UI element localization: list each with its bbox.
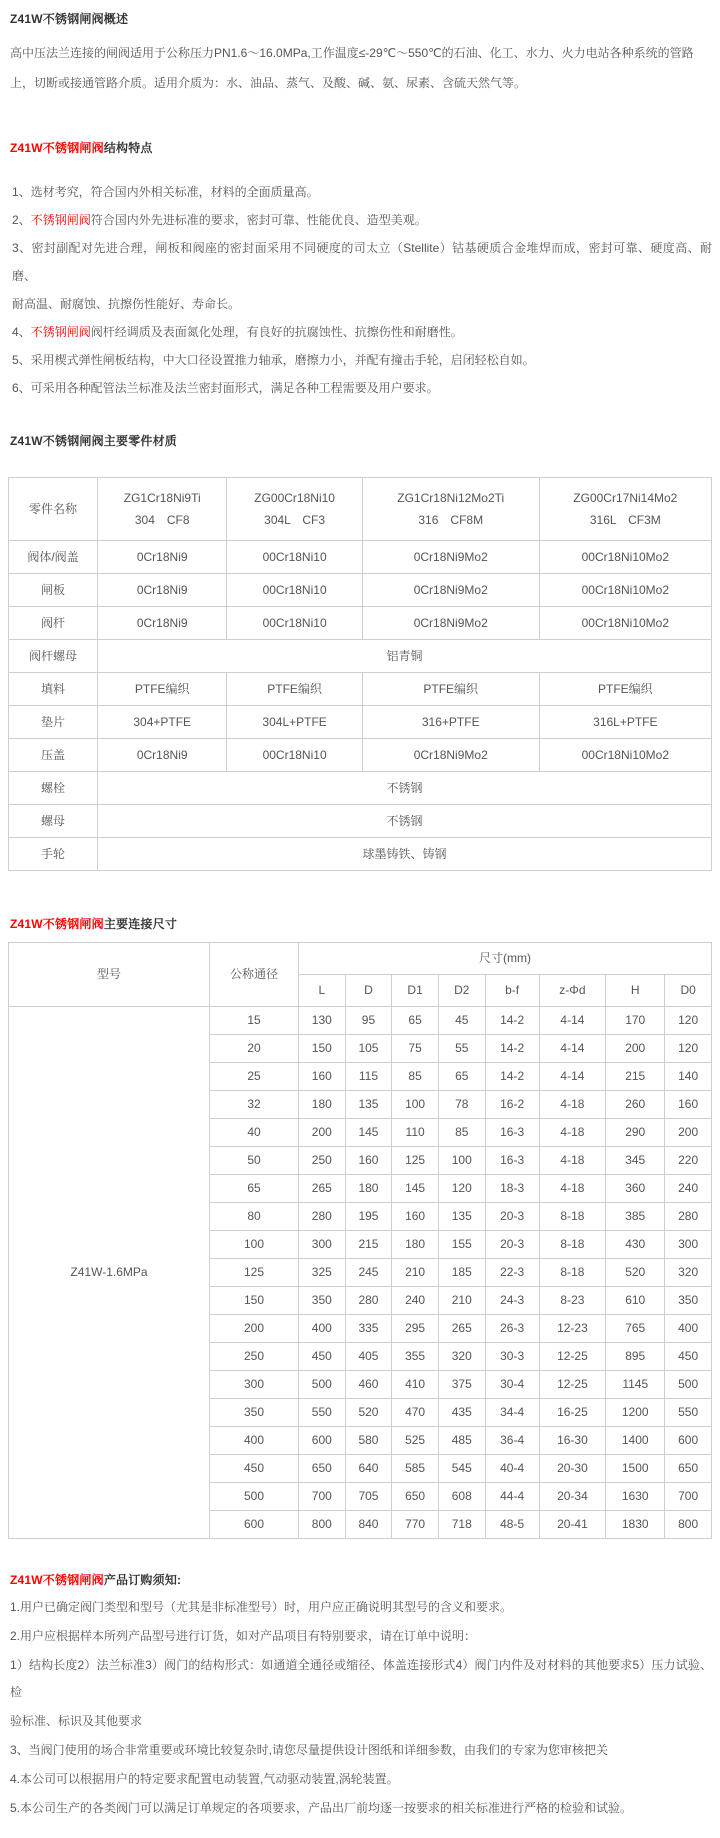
materials-header-grade [227, 478, 362, 541]
grade-astm: 316 CF8M [418, 513, 484, 527]
dim-bf: 30-3 [485, 1343, 539, 1371]
part-material-merged: 不锈钢 [98, 805, 712, 838]
dim-D2: 100 [438, 1147, 485, 1175]
part-name: 阀杆 [9, 607, 98, 640]
dim-D: 580 [345, 1427, 392, 1455]
dim-bf: 20-3 [485, 1231, 539, 1259]
dim-L: 400 [299, 1315, 346, 1343]
dim-D1: 180 [392, 1231, 439, 1259]
table-row [9, 541, 712, 574]
dimensions-subheader-L: L [299, 975, 346, 1007]
materials-header-grade [362, 478, 539, 541]
feature-item: 1、选材考究，符合国内外相关标准，材料的全面质量高。 [12, 185, 319, 199]
materials-section [8, 432, 712, 871]
dim-D0: 700 [665, 1483, 712, 1511]
dim-D: 640 [345, 1455, 392, 1483]
table-row [9, 574, 712, 607]
dim-H: 610 [606, 1287, 665, 1315]
dim-L: 250 [299, 1147, 346, 1175]
dim-D: 215 [345, 1231, 392, 1259]
dimensions-heading-red: Z41W不锈钢闸阀 [10, 917, 104, 931]
table-row [9, 673, 712, 706]
ordering-note: 4.本公司可以根据用户的特定要求配置电动装置,气动驱动装置,涡轮装置。 [10, 1772, 399, 1786]
part-material: 00Cr18Ni10 [227, 574, 362, 607]
spacer [8, 899, 712, 915]
dim-D0: 400 [665, 1315, 712, 1343]
part-name: 闸板 [9, 574, 98, 607]
dim-D: 840 [345, 1511, 392, 1539]
dim-bf: 48-5 [485, 1511, 539, 1539]
part-material: 0Cr18Ni9 [98, 739, 227, 772]
materials-header-name: 零件名称 [9, 478, 98, 541]
dim-D2: 718 [438, 1511, 485, 1539]
dim-D0: 120 [665, 1007, 712, 1035]
dim-D2: 155 [438, 1231, 485, 1259]
dim-D1: 355 [392, 1343, 439, 1371]
dn-value: 250 [210, 1343, 299, 1371]
overview-paragraph-2: 上，切断或接通管路介质。适用介质为：水、油品、蒸气、及酸、碱、氨、尿素、含硫天然气等。 [10, 76, 527, 90]
dim-H: 1500 [606, 1455, 665, 1483]
dim-bf: 16-2 [485, 1091, 539, 1119]
dim-H: 360 [606, 1175, 665, 1203]
table-header-row-group [9, 943, 712, 975]
part-material: 00Cr18Ni10Mo2 [539, 607, 711, 640]
dim-D0: 320 [665, 1259, 712, 1287]
part-name: 阀体/阀盖 [9, 541, 98, 574]
dim-L: 160 [299, 1063, 346, 1091]
dim-zd: 8-18 [539, 1203, 606, 1231]
feature-text: 阀杆经调质及表面氮化处理，有良好的抗腐蚀性、抗擦伤性和耐磨性。 [90, 325, 463, 339]
dim-zd: 12-25 [539, 1371, 606, 1399]
dim-D0: 220 [665, 1147, 712, 1175]
feature-item [12, 206, 712, 234]
part-material: 304L+PTFE [227, 706, 362, 739]
dim-zd: 8-18 [539, 1231, 606, 1259]
dim-bf: 22-3 [485, 1259, 539, 1287]
feature-item-cont: 耐高温、耐腐蚀、抗擦伤性能好、寿命长。 [12, 297, 241, 311]
dim-L: 350 [299, 1287, 346, 1315]
dim-D: 115 [345, 1063, 392, 1091]
dim-D0: 800 [665, 1511, 712, 1539]
part-material: 316L+PTFE [539, 706, 711, 739]
dim-D: 95 [345, 1007, 392, 1035]
overview-paragraph-1: 高中压法兰连接的闸阀适用于公称压力PN1.6～16.0MPa,工作温度≤-29℃～550℃的石油、化工、水力、火力电站各种系统的管路 [10, 46, 694, 60]
dim-D2: 485 [438, 1427, 485, 1455]
features-heading [10, 139, 712, 156]
dim-L: 200 [299, 1119, 346, 1147]
dim-L: 800 [299, 1511, 346, 1539]
dim-bf: 16-3 [485, 1119, 539, 1147]
dim-L: 180 [299, 1091, 346, 1119]
feature-highlight: 不锈钢闸阀 [30, 213, 91, 227]
dn-value: 450 [210, 1455, 299, 1483]
ordering-heading-rest: 产品订购须知: [103, 1573, 182, 1587]
materials-table-body [9, 478, 712, 871]
dim-D1: 650 [392, 1483, 439, 1511]
part-material: 00Cr18Ni10 [227, 739, 362, 772]
dim-H: 765 [606, 1315, 665, 1343]
dimensions-heading [10, 915, 712, 932]
part-name: 填料 [9, 673, 98, 706]
dim-H: 895 [606, 1343, 665, 1371]
dimensions-subheader-D0: D0 [665, 975, 712, 1007]
dim-D0: 550 [665, 1399, 712, 1427]
part-material: 0Cr18Ni9Mo2 [362, 739, 539, 772]
dim-D2: 435 [438, 1399, 485, 1427]
dn-value: 32 [210, 1091, 299, 1119]
dimensions-subheader-zd: z-Φd [539, 975, 606, 1007]
feature-item: 6、可采用各种配管法兰标准及法兰密封面形式，满足各种工程需要及用户要求。 [12, 381, 439, 395]
feature-item: 3、密封副配对先进合理，闸板和阀座的密封面采用不同硬度的司太立（Stellite）钴基硬质合金堆焊而成，密封可靠、硬度高、耐磨、 [12, 241, 712, 283]
dim-D2: 185 [438, 1259, 485, 1287]
dim-D0: 300 [665, 1231, 712, 1259]
part-material-merged: 不锈钢 [98, 772, 712, 805]
dimensions-table-body [9, 943, 712, 1539]
dim-zd: 4-14 [539, 1007, 606, 1035]
dim-zd: 16-25 [539, 1399, 606, 1427]
grade-cast: ZG1Cr18Ni9Ti [123, 491, 201, 505]
part-material: 0Cr18Ni9Mo2 [362, 574, 539, 607]
dim-D: 195 [345, 1203, 392, 1231]
overview-heading: Z41W不锈钢闸阀概述 [10, 12, 129, 26]
dim-D0: 350 [665, 1287, 712, 1315]
dim-D0: 500 [665, 1371, 712, 1399]
dim-bf: 36-4 [485, 1427, 539, 1455]
feature-highlight: 不锈钢闸阀 [30, 325, 91, 339]
dim-H: 385 [606, 1203, 665, 1231]
ordering-note: 5.本公司生产的各类阀门可以满足订单规定的各项要求，产品出厂前均逐一按要求的相关标准进行严格的检验和试验。 [10, 1801, 633, 1815]
part-name: 压盖 [9, 739, 98, 772]
dim-D1: 295 [392, 1315, 439, 1343]
dim-H: 345 [606, 1147, 665, 1175]
dn-value: 125 [210, 1259, 299, 1287]
dimensions-table [8, 942, 712, 1539]
dim-bf: 14-2 [485, 1007, 539, 1035]
dim-D2: 120 [438, 1175, 485, 1203]
dn-value: 15 [210, 1007, 299, 1035]
part-name: 垫片 [9, 706, 98, 739]
dim-bf: 14-2 [485, 1063, 539, 1091]
dim-zd: 12-25 [539, 1343, 606, 1371]
table-row [9, 1007, 712, 1035]
dim-D0: 200 [665, 1119, 712, 1147]
dim-zd: 8-23 [539, 1287, 606, 1315]
ordering-notes-list [8, 1594, 712, 1822]
dim-D0: 280 [665, 1203, 712, 1231]
dim-zd: 12-23 [539, 1315, 606, 1343]
ordering-note-detail: 1）结构长度2）法兰标准3）阀门的结构形式：如通道全通径或缩径、体盖连接形式4）阀门内件及对材料的其他要求5）压力试验、检 [10, 1658, 712, 1699]
spacer [8, 170, 712, 178]
dim-D1: 470 [392, 1399, 439, 1427]
dim-zd: 20-34 [539, 1483, 606, 1511]
dim-H: 1830 [606, 1511, 665, 1539]
dim-zd: 8-18 [539, 1259, 606, 1287]
features-heading-red: Z41W不锈钢闸阀 [10, 141, 104, 155]
dim-H: 1400 [606, 1427, 665, 1455]
dimensions-subheader-D1: D1 [392, 975, 439, 1007]
dim-D1: 585 [392, 1455, 439, 1483]
dn-value: 150 [210, 1287, 299, 1315]
features-heading-rest: 结构特点 [103, 141, 153, 155]
dim-D2: 45 [438, 1007, 485, 1035]
part-material: PTFE编织 [362, 673, 539, 706]
dim-D1: 110 [392, 1119, 439, 1147]
dim-D: 335 [345, 1315, 392, 1343]
dim-L: 130 [299, 1007, 346, 1035]
dim-D2: 78 [438, 1091, 485, 1119]
dim-D: 145 [345, 1119, 392, 1147]
overview-section [8, 10, 712, 97]
part-material-merged: 铝青铜 [98, 640, 712, 673]
part-material: 316+PTFE [362, 706, 539, 739]
dim-D0: 160 [665, 1091, 712, 1119]
dim-D: 160 [345, 1147, 392, 1175]
dim-H: 215 [606, 1063, 665, 1091]
dn-value: 80 [210, 1203, 299, 1231]
dim-H: 290 [606, 1119, 665, 1147]
dim-bf: 44-4 [485, 1483, 539, 1511]
table-row [9, 607, 712, 640]
part-material: PTFE编织 [539, 673, 711, 706]
dim-L: 700 [299, 1483, 346, 1511]
dn-value: 500 [210, 1483, 299, 1511]
part-material: 0Cr18Ni9 [98, 574, 227, 607]
dim-D: 405 [345, 1343, 392, 1371]
grade-astm: 304 CF8 [134, 513, 190, 527]
dim-bf: 16-3 [485, 1147, 539, 1175]
ordering-note-detail-cont: 验标准、标识及其他要求 [10, 1714, 143, 1728]
dim-D1: 125 [392, 1147, 439, 1175]
dim-L: 550 [299, 1399, 346, 1427]
dim-bf: 34-4 [485, 1399, 539, 1427]
dim-L: 325 [299, 1259, 346, 1287]
dim-zd: 4-18 [539, 1091, 606, 1119]
dim-H: 200 [606, 1035, 665, 1063]
dn-value: 200 [210, 1315, 299, 1343]
ordering-heading-red: Z41W不锈钢闸阀 [10, 1573, 104, 1587]
dim-D2: 375 [438, 1371, 485, 1399]
materials-header-grade [98, 478, 227, 541]
dim-D2: 320 [438, 1343, 485, 1371]
dim-D1: 145 [392, 1175, 439, 1203]
dim-bf: 26-3 [485, 1315, 539, 1343]
spacer [8, 871, 712, 899]
dim-zd: 20-30 [539, 1455, 606, 1483]
dimensions-model-value: Z41W-1.6MPa [9, 1007, 210, 1539]
spacer [8, 402, 712, 430]
feature-item: 5、采用楔式弹性闸板结构，中大口径设置推力轴承，磨擦力小，并配有撞击手轮，启闭轻松自如。 [12, 353, 535, 367]
ordering-section [8, 1571, 712, 1822]
dim-D1: 85 [392, 1063, 439, 1091]
dim-D2: 265 [438, 1315, 485, 1343]
dim-D: 460 [345, 1371, 392, 1399]
dn-value: 100 [210, 1231, 299, 1259]
dim-H: 1145 [606, 1371, 665, 1399]
dim-D0: 600 [665, 1427, 712, 1455]
dim-D2: 65 [438, 1063, 485, 1091]
dim-L: 600 [299, 1427, 346, 1455]
dim-zd: 4-14 [539, 1035, 606, 1063]
dim-zd: 4-18 [539, 1119, 606, 1147]
dim-D: 520 [345, 1399, 392, 1427]
dim-D: 245 [345, 1259, 392, 1287]
grade-cast: ZG1Cr18Ni12Mo2Ti [397, 491, 505, 505]
dimensions-header-model: 型号 [9, 943, 210, 1007]
dim-D1: 75 [392, 1035, 439, 1063]
materials-heading: Z41W不锈钢闸阀主要零件材质 [10, 434, 178, 448]
dimensions-heading-rest: 主要连接尺寸 [103, 917, 178, 931]
dim-bf: 30-4 [485, 1371, 539, 1399]
part-material-merged: 球墨铸铁、铸钢 [98, 838, 712, 871]
spacer [8, 99, 712, 115]
ordering-note: 1.用户已确定阀门类型和型号（尤其是非标准型号）时，用户应正确说明其型号的含义和要求。 [10, 1600, 513, 1614]
dim-H: 170 [606, 1007, 665, 1035]
part-material: 304+PTFE [98, 706, 227, 739]
dim-D2: 545 [438, 1455, 485, 1483]
dimensions-subheader-D2: D2 [438, 975, 485, 1007]
dim-D2: 608 [438, 1483, 485, 1511]
part-material: 0Cr18Ni9Mo2 [362, 607, 539, 640]
dimensions-header-sizes-group: 尺寸(mm) [299, 943, 712, 975]
dim-H: 260 [606, 1091, 665, 1119]
dim-D1: 240 [392, 1287, 439, 1315]
dn-value: 25 [210, 1063, 299, 1091]
table-row [9, 805, 712, 838]
part-material: 0Cr18Ni9Mo2 [362, 541, 539, 574]
table-row [9, 772, 712, 805]
dim-D2: 210 [438, 1287, 485, 1315]
dim-L: 150 [299, 1035, 346, 1063]
spacer [8, 1539, 712, 1567]
dn-value: 600 [210, 1511, 299, 1539]
grade-cast: ZG00Cr17Ni14Mo2 [573, 491, 678, 505]
dn-value: 400 [210, 1427, 299, 1455]
dim-H: 430 [606, 1231, 665, 1259]
dim-D2: 85 [438, 1119, 485, 1147]
spacer [8, 449, 712, 477]
dim-bf: 18-3 [485, 1175, 539, 1203]
table-header-row [9, 478, 712, 541]
dn-value: 20 [210, 1035, 299, 1063]
dimensions-subheader-D: D [345, 975, 392, 1007]
dim-bf: 40-4 [485, 1455, 539, 1483]
ordering-note: 2.用户应根据样本所列产品型号进行订货，如对产品项目有特别要求，请在订单中说明： [10, 1629, 477, 1643]
dim-bf: 14-2 [485, 1035, 539, 1063]
dim-D1: 210 [392, 1259, 439, 1287]
ordering-note: 3、当阀门使用的场合非常重要或环境比较复杂时,请您尽量提供设计图纸和详细参数，由我们的专家为您审核把关 [10, 1743, 609, 1757]
dim-bf: 24-3 [485, 1287, 539, 1315]
ordering-heading [10, 1571, 712, 1588]
dim-D1: 100 [392, 1091, 439, 1119]
part-material: 00Cr18Ni10Mo2 [539, 574, 711, 607]
dim-D2: 135 [438, 1203, 485, 1231]
dim-D: 280 [345, 1287, 392, 1315]
feature-prefix: 4、 [12, 325, 31, 339]
part-material: 00Cr18Ni10 [227, 607, 362, 640]
features-section [8, 139, 712, 402]
part-name: 螺母 [9, 805, 98, 838]
dim-D0: 650 [665, 1455, 712, 1483]
dim-D1: 770 [392, 1511, 439, 1539]
dim-zd: 20-41 [539, 1511, 606, 1539]
dim-L: 650 [299, 1455, 346, 1483]
feature-prefix: 2、 [12, 213, 31, 227]
dim-L: 300 [299, 1231, 346, 1259]
dim-D1: 160 [392, 1203, 439, 1231]
feature-text: 符合国内外先进标准的要求，密封可靠、性能优良、造型美观。 [90, 213, 427, 227]
dim-H: 1200 [606, 1399, 665, 1427]
dim-zd: 4-18 [539, 1147, 606, 1175]
dim-D: 135 [345, 1091, 392, 1119]
dim-D0: 140 [665, 1063, 712, 1091]
part-material: 0Cr18Ni9 [98, 607, 227, 640]
materials-table [8, 477, 712, 871]
dim-L: 280 [299, 1203, 346, 1231]
dim-L: 450 [299, 1343, 346, 1371]
dimensions-section [8, 915, 712, 1539]
grade-astm: 304L CF3 [264, 513, 326, 527]
dim-zd: 4-18 [539, 1175, 606, 1203]
dim-L: 265 [299, 1175, 346, 1203]
table-row [9, 838, 712, 871]
part-name: 阀杆螺母 [9, 640, 98, 673]
dimensions-subheader-H: H [606, 975, 665, 1007]
table-row [9, 640, 712, 673]
dim-D: 705 [345, 1483, 392, 1511]
dn-value: 40 [210, 1119, 299, 1147]
dn-value: 65 [210, 1175, 299, 1203]
dim-bf: 20-3 [485, 1203, 539, 1231]
dim-D: 105 [345, 1035, 392, 1063]
dim-D2: 55 [438, 1035, 485, 1063]
dim-D0: 240 [665, 1175, 712, 1203]
dn-value: 50 [210, 1147, 299, 1175]
part-material: 00Cr18Ni10Mo2 [539, 739, 711, 772]
materials-header-grade [539, 478, 711, 541]
dimensions-header-dn: 公称通径 [210, 943, 299, 1007]
dim-L: 500 [299, 1371, 346, 1399]
table-row [9, 739, 712, 772]
dim-D1: 525 [392, 1427, 439, 1455]
dim-D: 180 [345, 1175, 392, 1203]
dim-D0: 450 [665, 1343, 712, 1371]
part-material: PTFE编织 [98, 673, 227, 706]
dimensions-subheader-bf: b-f [485, 975, 539, 1007]
part-name: 螺栓 [9, 772, 98, 805]
part-material: 0Cr18Ni9 [98, 541, 227, 574]
dim-D1: 410 [392, 1371, 439, 1399]
dim-zd: 16-30 [539, 1427, 606, 1455]
grade-astm: 316L CF3M [589, 513, 661, 527]
features-list [10, 178, 712, 402]
part-name: 手轮 [9, 838, 98, 871]
dim-D0: 120 [665, 1035, 712, 1063]
dim-H: 1630 [606, 1483, 665, 1511]
part-material: 00Cr18Ni10Mo2 [539, 541, 711, 574]
dim-H: 520 [606, 1259, 665, 1287]
part-material: 00Cr18Ni10 [227, 541, 362, 574]
dn-value: 350 [210, 1399, 299, 1427]
grade-cast: ZG00Cr18Ni10 [254, 491, 335, 505]
part-material: PTFE编织 [227, 673, 362, 706]
table-row [9, 706, 712, 739]
dim-D1: 65 [392, 1007, 439, 1035]
dn-value: 300 [210, 1371, 299, 1399]
feature-item [12, 318, 712, 346]
dim-zd: 4-14 [539, 1063, 606, 1091]
